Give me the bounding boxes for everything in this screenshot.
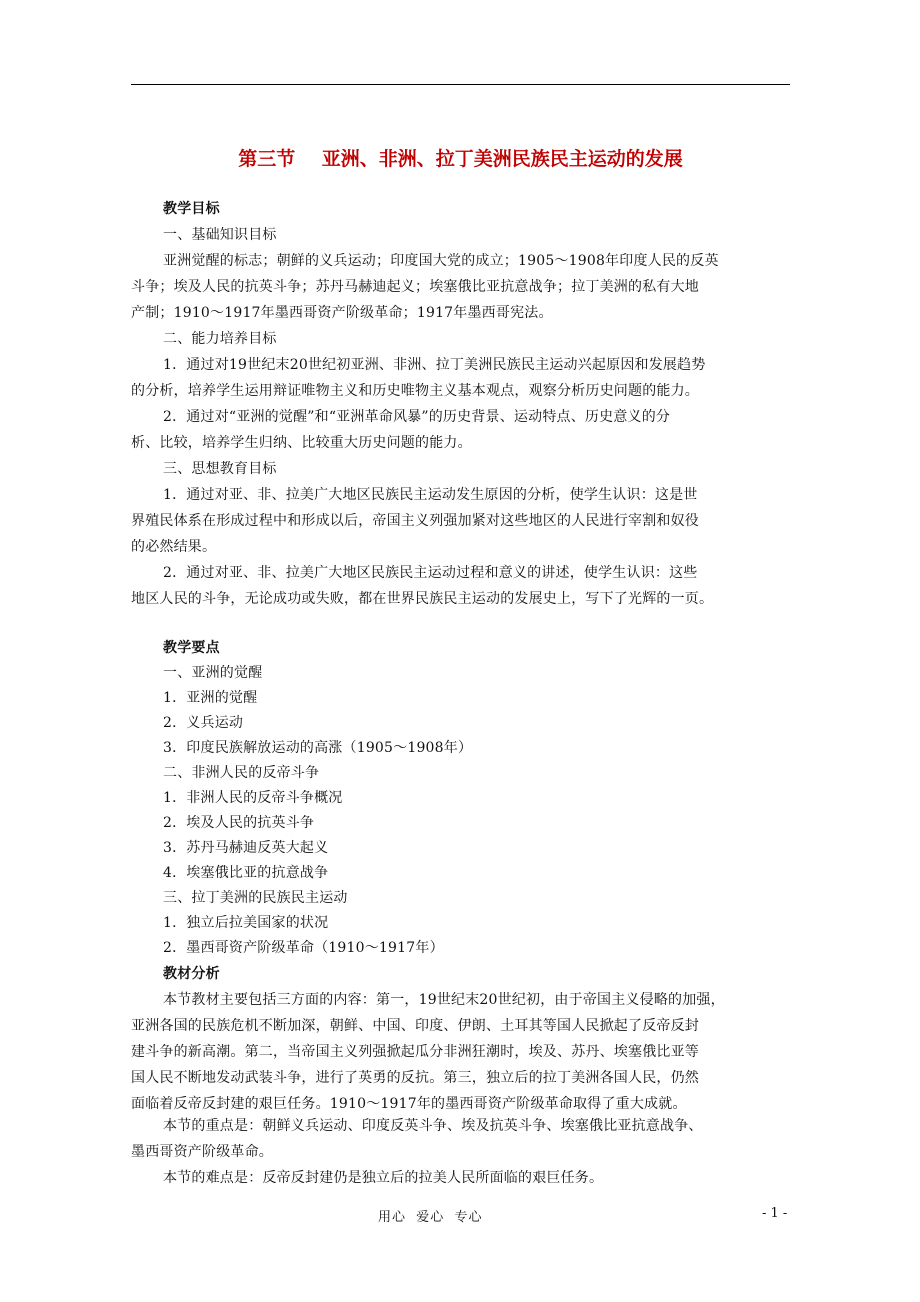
paragraph-line: 2．通过对“亚洲的觉醒”和“亚洲革命风暴”的历史背景、运动特点、历史意义的分 bbox=[163, 409, 671, 425]
header-rule bbox=[131, 84, 790, 85]
subheading-ideology: 三、思想教育目标 bbox=[163, 461, 277, 477]
paragraph-line: 的必然结果。 bbox=[131, 539, 217, 555]
heading-material-analysis: 教材分析 bbox=[163, 966, 220, 982]
subheading-basic-knowledge: 一、基础知识目标 bbox=[163, 227, 277, 243]
paragraph-line: 本节教材主要包括三方面的内容：第一，19世纪末20世纪初，由于帝国主义侵略的加强， bbox=[163, 992, 725, 1008]
page-title: 第三节 亚洲、非洲、拉丁美洲民族民主运动的发展 bbox=[238, 148, 683, 170]
list-heading: 一、亚洲的觉醒 bbox=[163, 665, 263, 681]
paragraph-line: 墨西哥资产阶级革命。 bbox=[131, 1144, 273, 1160]
paragraph-line: 界殖民体系在形成过程中和形成以后，帝国主义列强加紧对这些地区的人民进行宰割和奴役 bbox=[131, 513, 699, 529]
paragraph-line: 1．通过对19世纪末20世纪初亚洲、非洲、拉丁美洲民族民主运动兴起原因和发展趋势 bbox=[163, 357, 706, 373]
paragraph-line: 地区人民的斗争，无论成功或失败，都在世界民族民主运动的发展史上，写下了光辉的一页。 bbox=[131, 591, 714, 607]
list-item: 2．义兵运动 bbox=[163, 715, 244, 731]
list-item: 3．印度民族解放运动的高涨（1905～1908年） bbox=[163, 740, 473, 756]
paragraph-line: 亚洲觉醒的标志；朝鲜的义兵运动；印度国大党的成立；1905～1908年印度人民的反英 bbox=[163, 253, 719, 269]
list-item: 2．埃及人民的抗英斗争 bbox=[163, 815, 315, 831]
list-item: 1．独立后拉美国家的状况 bbox=[163, 915, 329, 931]
subheading-ability: 二、能力培养目标 bbox=[163, 331, 277, 347]
paragraph-line: 析、比较，培养学生归纳、比较重大历史问题的能力。 bbox=[131, 435, 472, 451]
list-item: 1．亚洲的觉醒 bbox=[163, 690, 258, 706]
paragraph-line: 1．通过对亚、非、拉美广大地区民族民主运动发生原因的分析，使学生认识：这是世 bbox=[163, 487, 698, 503]
paragraph-line: 建斗争的新高潮。第二，当帝国主义列强掀起瓜分非洲狂潮时，埃及、苏丹、埃塞俄比亚等 bbox=[131, 1044, 699, 1060]
paragraph-line: 2．通过对亚、非、拉美广大地区民族民主运动过程和意义的讲述，使学生认识：这些 bbox=[163, 565, 698, 581]
paragraph-line: 本节的重点是：朝鲜义兵运动、印度反英斗争、埃及抗英斗争、埃塞俄比亚抗意战争、 bbox=[163, 1118, 703, 1134]
paragraph-line: 的分析，培养学生运用辩证唯物主义和历史唯物主义基本观点，观察分析历史问题的能力。 bbox=[131, 383, 699, 399]
list-heading: 三、拉丁美洲的民族民主运动 bbox=[163, 890, 348, 906]
paragraph-line: 国人民不断地发动武装斗争，进行了英勇的反抗。第三，独立后的拉丁美洲各国人民，仍然 bbox=[131, 1070, 699, 1086]
heading-teaching-points: 教学要点 bbox=[163, 640, 220, 656]
paragraph-line: 产制；1910～1917年墨西哥资产阶级革命；1917年墨西哥宪法。 bbox=[131, 305, 553, 321]
page-number: - 1 - bbox=[762, 1206, 788, 1221]
paragraph-line: 面临着反帝反封建的艰巨任务。1910～1917年的墨西哥资产阶级革命取得了重大成就。 bbox=[131, 1096, 687, 1112]
paragraph-line: 斗争；埃及人民的抗英斗争；苏丹马赫迪起义；埃塞俄比亚抗意战争；拉丁美洲的私有大地 bbox=[131, 279, 699, 295]
paragraph-line: 本节的难点是：反帝反封建仍是独立后的拉美人民所面临的艰巨任务。 bbox=[163, 1170, 604, 1186]
list-item: 2．墨西哥资产阶级革命（1910～1917年） bbox=[163, 940, 444, 956]
heading-teaching-goals: 教学目标 bbox=[163, 201, 220, 217]
list-heading: 二、非洲人民的反帝斗争 bbox=[163, 765, 320, 781]
paragraph-line: 亚洲各国的民族危机不断加深，朝鲜、中国、印度、伊朗、土耳其等国人民掀起了反帝反封 bbox=[131, 1018, 699, 1034]
list-item: 3．苏丹马赫迪反英大起义 bbox=[163, 840, 329, 856]
list-item: 4．埃塞俄比亚的抗意战争 bbox=[163, 865, 329, 881]
footer-motto: 用心 爱心 专心 bbox=[378, 1210, 483, 1225]
list-item: 1．非洲人民的反帝斗争概况 bbox=[163, 790, 343, 806]
